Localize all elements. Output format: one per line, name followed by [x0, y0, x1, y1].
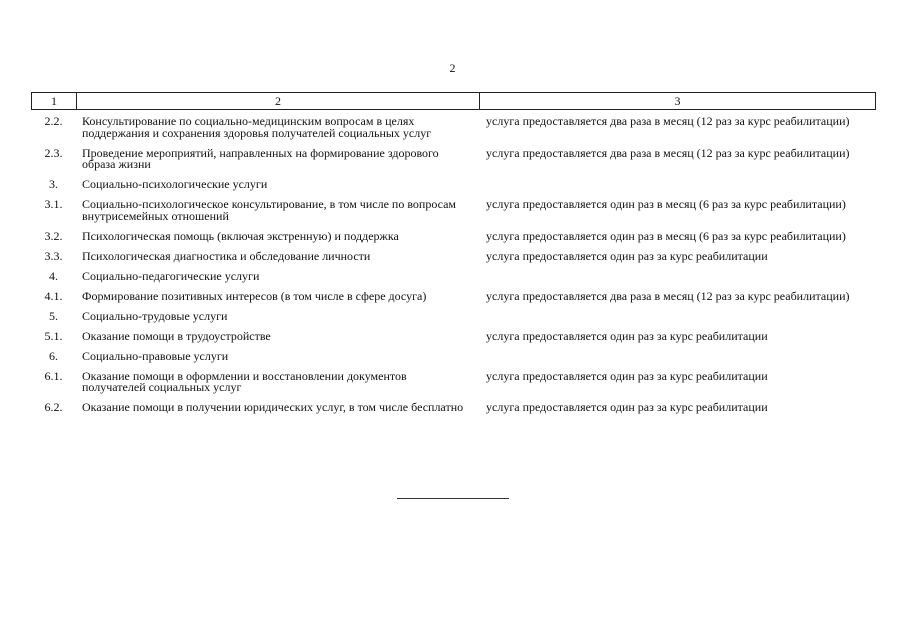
row-number: 3.2.	[44, 228, 63, 243]
service-description: Проведение мероприятий, направленных на формирование здорового образа жизни	[82, 145, 439, 171]
row-number: 4.1.	[44, 288, 63, 303]
page-number: 2	[449, 61, 456, 75]
service-frequency: услуга предоставляется два раза в месяц (12 раз за курс реабилитации)	[486, 288, 850, 303]
table-row	[31, 270, 876, 283]
row-number: 3.	[49, 177, 58, 191]
row-number: 6.2.	[44, 400, 63, 414]
service-frequency: услуга предоставляется два раза в месяц (12 раз за курс реабилитации)	[486, 145, 850, 160]
service-frequency	[479, 270, 876, 283]
service-frequency: услуга предоставляется один раз за курс реабилитации	[486, 248, 768, 263]
closing-divider	[397, 498, 509, 499]
table-row	[31, 198, 876, 222]
column-header-3: 3	[674, 94, 681, 108]
section-title: Социально-психологические услуги	[82, 177, 268, 191]
service-description: Психологическая помощь (включая экстренную) и поддержка	[82, 228, 399, 243]
table-header	[31, 92, 876, 110]
row-number: 5.	[49, 308, 58, 323]
table-row	[31, 115, 876, 139]
service-description: Оказание помощи в трудоустройстве	[82, 328, 271, 343]
row-number: 6.1.	[44, 368, 63, 383]
service-frequency	[479, 178, 876, 191]
table-row	[31, 147, 876, 171]
service-description: Формирование позитивных интересов (в том числе в сфере досуга)	[82, 288, 427, 303]
section-title: Социально-трудовые услуги	[82, 308, 228, 323]
service-frequency: услуга предоставляется один раз в месяц (6 раз за курс реабилитации)	[486, 228, 846, 243]
table-row	[31, 310, 876, 323]
service-frequency: услуга предоставляется один раз в месяц (6 раз за курс реабилитации)	[486, 197, 846, 211]
table-row	[31, 178, 876, 191]
table-row	[31, 250, 876, 263]
service-description: Социально-психологическое консультирование, в том числе по вопросам внутрисемейных отношений	[82, 197, 457, 223]
section-title: Социально-правовые услуги	[82, 348, 229, 363]
row-number: 3.1.	[44, 197, 63, 211]
table-row	[31, 230, 876, 243]
service-frequency: услуга предоставляется один раз за курс реабилитации	[486, 368, 768, 383]
table-row	[31, 401, 876, 414]
service-description: Оказание помощи в получении юридических услуг, в том числе бесплатно	[82, 400, 464, 414]
row-number: 3.3.	[44, 248, 63, 263]
section-title: Социально-педагогические услуги	[82, 268, 260, 283]
table-row	[31, 370, 876, 394]
row-number: 4.	[49, 268, 58, 283]
table-body	[31, 115, 876, 421]
table-row	[31, 350, 876, 363]
row-number: 6.	[49, 348, 58, 363]
service-frequency: услуга предоставляется два раза в месяц (12 раз за курс реабилитации)	[486, 114, 850, 128]
service-description: Психологическая диагностика и обследование личности	[82, 248, 371, 263]
service-description: Консультирование по социально-медицинским вопросам в целях поддержания и сохранения здоровья получателей социальных услуг	[82, 114, 432, 140]
column-header-2: 2	[77, 93, 480, 109]
row-number: 2.2.	[44, 114, 63, 128]
service-description: Оказание помощи в оформлении и восстановлении документов получателей социальных услуг	[82, 368, 407, 394]
table-row	[31, 290, 876, 303]
row-number: 2.3.	[44, 145, 63, 160]
service-frequency: услуга предоставляется один раз за курс реабилитации	[486, 328, 768, 343]
service-frequency	[479, 350, 876, 363]
row-number: 5.1.	[44, 328, 63, 343]
column-header-1: 1	[32, 93, 77, 109]
table-row	[31, 330, 876, 343]
service-frequency: услуга предоставляется один раз за курс реабилитации	[486, 400, 768, 414]
service-frequency	[479, 310, 876, 323]
